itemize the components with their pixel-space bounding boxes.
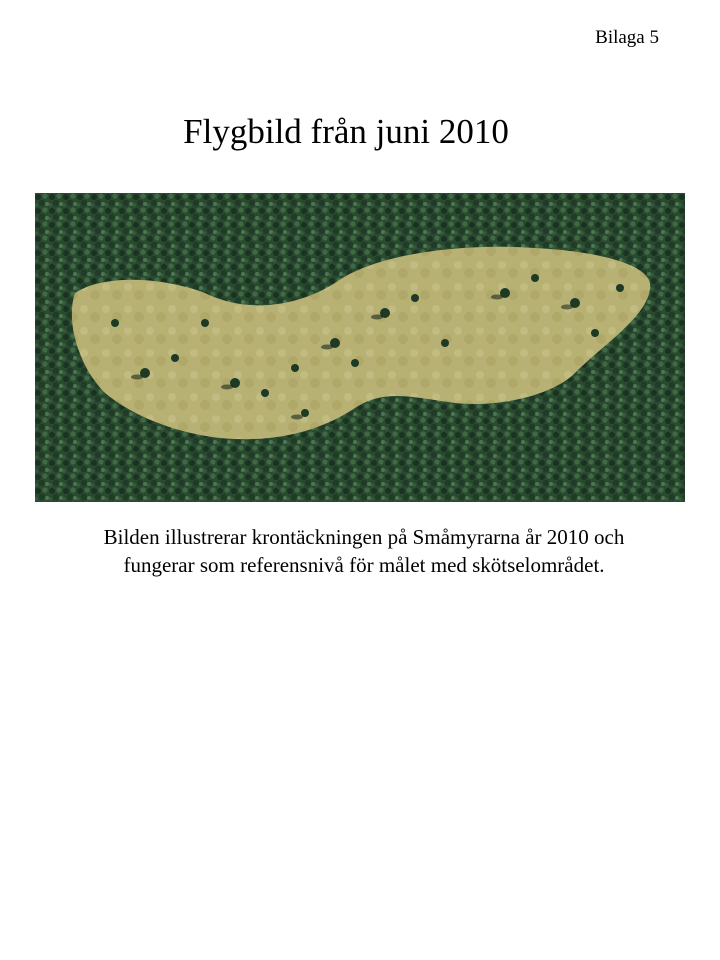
caption-line-1: Bilden illustrerar krontäckningen på Småmyrarna år 2010 och: [103, 525, 625, 549]
aerial-photo: [35, 193, 685, 502]
caption: [30, 523, 698, 579]
page-title: Flygbild från juni 2010: [183, 112, 509, 151]
caption-line-2: fungerar som referensnivå för målet med skötselområdet.: [123, 553, 605, 577]
appendix-label: Bilaga 5: [595, 27, 659, 48]
